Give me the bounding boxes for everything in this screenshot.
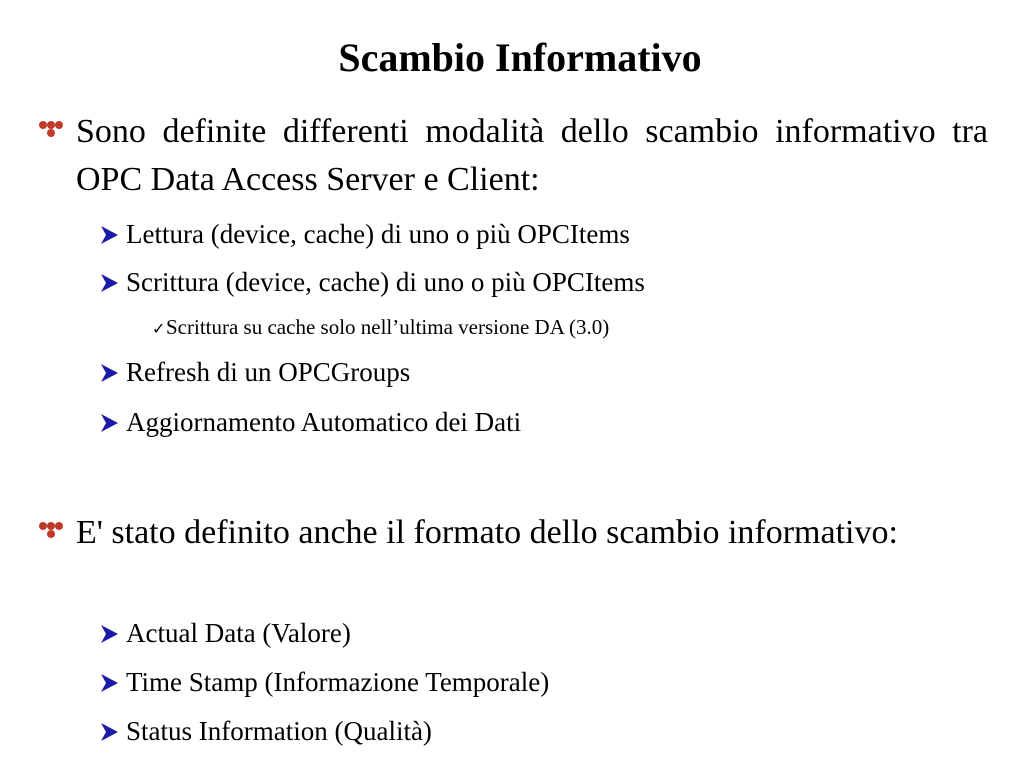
sub-bullet-4-text: Aggiornamento Automatico dei Dati — [126, 407, 522, 437]
arrowhead-icon — [98, 716, 126, 752]
slide-title: Scambio Informativo — [338, 35, 702, 80]
sub-bullet-6-text: Time Stamp (Informazione Temporale) — [126, 667, 550, 697]
bullet-section-2 — [36, 509, 988, 557]
sub-bullet-7-text: Status Information (Qualità) — [126, 716, 432, 746]
sub-bullet-4 — [98, 404, 998, 443]
section-2-text: E' stato definito anche il formato dello scambio informativo: — [76, 514, 898, 551]
arrowhead-icon — [98, 667, 126, 703]
bullet-section-1 — [36, 108, 988, 204]
arrowhead-icon — [98, 357, 126, 393]
checkmark-icon: ✓ — [152, 319, 166, 338]
sub-bullet-2 — [98, 264, 998, 303]
arrowhead-icon — [98, 407, 126, 443]
sub-bullet-6 — [98, 664, 998, 703]
sub-bullet-7 — [98, 713, 998, 752]
sub-bullet-5 — [98, 615, 998, 654]
diamond-4-dots-icon — [36, 108, 66, 138]
section-1-text: Sono definite differenti modalità dello scambio informativo tra OPC Data Access Server e Client: — [76, 113, 988, 198]
sub-bullet-2-text: Scrittura (device, cache) di uno o più OPCItems — [126, 267, 645, 297]
diamond-4-dots-icon — [36, 509, 66, 539]
arrowhead-icon — [98, 267, 126, 303]
sub-bullet-3 — [98, 354, 998, 393]
sub-bullet-3-text: Refresh di un OPCGroups — [126, 357, 411, 387]
sub-sub-bullet-1-text: Scrittura su cache solo nell’ultima versione DA (3.0) — [166, 315, 610, 339]
sub-sub-bullet-1 — [152, 313, 992, 343]
arrowhead-icon — [98, 618, 126, 654]
arrowhead-icon — [98, 219, 126, 255]
sub-bullet-1 — [98, 216, 998, 255]
sub-bullet-1-text: Lettura (device, cache) di uno o più OPCItems — [126, 219, 630, 249]
sub-bullet-5-text: Actual Data (Valore) — [126, 618, 351, 648]
